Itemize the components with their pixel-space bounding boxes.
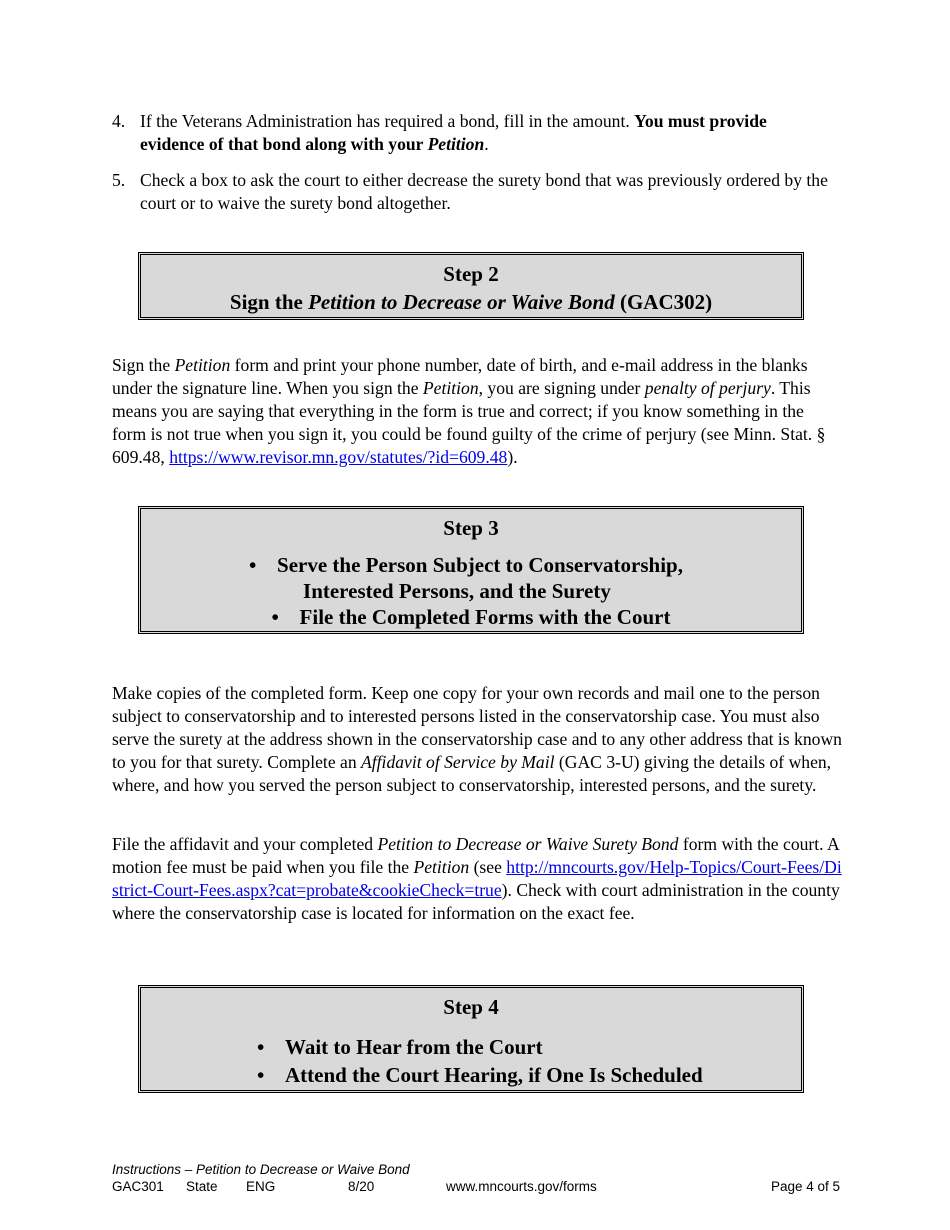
list-text: Check a box to ask the court to either decrease the surety bond that was previously ordered by the court or to waive the surety bond altogether. — [140, 170, 828, 213]
bullet-icon: • — [257, 1063, 265, 1087]
bullet-icon: • — [257, 1035, 265, 1059]
sign-paragraph: Sign the Petition form and print your phone number, date of birth, and e-mail address in the blanks under the signature line. When you sign the Petition, you are signing under penalty of perjury. This means you are saying that everything in the form is true and correct; if you know something in the form is not true when you sign it, you could be found guilty of the crime of perjury (see Minn. Stat. § 609.48, https://www.revisor.mn.gov/statutes/?id=609.48). — [112, 355, 826, 467]
step-title: Step 3 — [443, 516, 499, 540]
file-paragraph: File the affidavit and your completed Petition to Decrease or Waive Surety Bond form with the court. A motion fee must be paid when you file the Petition (see http://mncourts.gov/Help-Topics/Court-Fees/District-Court-Fees.aspx?cat=probate&cookieCheck=true). Check with court administration in the county where the conservatorship case is located for information on the exact fee. — [112, 834, 842, 923]
revisor-statute-link[interactable]: https://www.revisor.mn.gov/statutes/?id=609.48 — [169, 447, 508, 467]
footer-language: ENG — [246, 1179, 276, 1194]
list-text: If the Veterans Administration has required a bond, fill in the amount. You must provide evidence of that bond along with your Petition. — [140, 111, 767, 154]
bullet-icon: • — [249, 553, 257, 577]
step-3-list-b — [272, 604, 671, 630]
bullet-icon: • — [271, 605, 279, 629]
list-number: 4. — [112, 111, 126, 131]
step-title: Step 2 — [443, 262, 499, 286]
copies-paragraph: Make copies of the completed form. Keep one copy for your own records and mail one to the person subject to conservatorship and to interested persons listed in the conservatorship case. You must also serve the surety at the address shown in the conservatorship case and to any other address that is known to you for that surety. Complete an Affidavit of Service by Mail (GAC 3-U) giving the details of when, where, and how you served the person subject to conservatorship, interested persons, and the surety. — [112, 683, 842, 795]
page-footer — [112, 1161, 840, 1195]
list-number: 5. — [112, 170, 126, 190]
footer-page-number: Page 4 of 5 — [770, 1179, 840, 1194]
list-item: • Attend the Court Hearing, if One Is Scheduled — [257, 1063, 703, 1087]
list-item: • Wait to Hear from the Court — [257, 1035, 543, 1059]
list-item-5 — [112, 169, 832, 215]
footer-title: Instructions – Petition to Decrease or Waive Bond — [112, 1162, 410, 1177]
list-item: • Serve the Person Subject to Conservatorship, Interested Persons, and the Surety — [249, 553, 683, 603]
footer-url: www.mncourts.gov/forms — [446, 1179, 597, 1194]
step-4-box — [138, 985, 804, 1093]
list-item-4 — [112, 110, 832, 156]
step-title: Step 4 — [443, 995, 499, 1019]
court-fees-link[interactable]: http://mncourts.gov/Help-Topics/Court-Fees/District-Court-Fees.aspx?cat=probate&cookieCheck=true — [112, 857, 842, 900]
step-subtitle: Sign the Petition to Decrease or Waive Bond (GAC302) — [229, 290, 713, 314]
step-4-list — [257, 1033, 703, 1089]
step-2-box — [138, 252, 804, 320]
step-3-box — [138, 506, 804, 634]
list-item: • File the Completed Forms with the Court — [271, 605, 671, 629]
footer-date: 8/20 — [348, 1179, 375, 1194]
footer-form-code: GAC301 — [112, 1179, 164, 1194]
step-3-list — [249, 552, 683, 604]
footer-state: State — [186, 1179, 218, 1194]
